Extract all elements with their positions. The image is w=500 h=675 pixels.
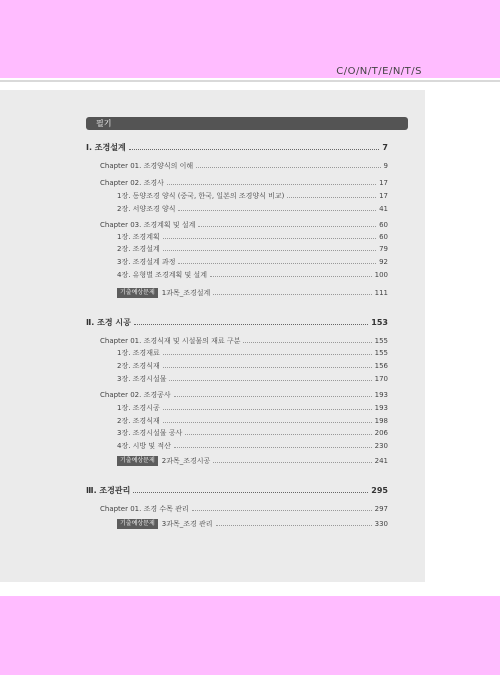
- toc-entry[interactable]: [117, 415, 388, 427]
- part-title: Ⅱ. 조경 시공: [86, 318, 131, 327]
- leader-dots: [169, 379, 371, 381]
- entry-page: 198: [374, 417, 388, 425]
- entry-label: 1장. 조경재료: [117, 349, 160, 357]
- entry-page: 9: [383, 162, 388, 170]
- bottom-color-band: [0, 596, 500, 675]
- entry-label: 2장. 조경식재: [117, 362, 160, 370]
- toc-entry[interactable]: [117, 269, 388, 281]
- leader-dots: [129, 148, 380, 150]
- entry-page: 17: [379, 179, 388, 187]
- part-page: 295: [371, 486, 388, 495]
- toc-entry[interactable]: [117, 373, 388, 385]
- entry-label: 1과목_조경설계: [161, 289, 211, 297]
- leader-dots: [174, 395, 372, 397]
- entry-label: 3장. 조경시설물 공사: [117, 429, 183, 437]
- part-title: Ⅰ. 조경설계: [86, 143, 126, 152]
- leader-dots: [163, 249, 376, 251]
- entry-page: 230: [374, 442, 388, 450]
- entry-label: Chapter 02. 조경사: [100, 179, 164, 187]
- entry-page: 156: [374, 362, 388, 370]
- toc-part-2[interactable]: [86, 317, 388, 329]
- entry-label: Chapter 03. 조경계획 및 설계: [100, 221, 196, 229]
- entry-label: 4장. 시방 및 적산: [117, 442, 171, 450]
- leader-dots: [192, 509, 372, 511]
- entry-page: 206: [374, 429, 388, 437]
- leader-dots: [210, 275, 372, 277]
- entry-page: 17: [379, 192, 388, 200]
- section-bar: 필기: [86, 117, 408, 130]
- entry-label: 1장. 조경시공: [117, 404, 160, 412]
- leader-dots: [287, 196, 376, 198]
- entry-page: 241: [374, 457, 388, 465]
- toc-entry[interactable]: [117, 190, 388, 202]
- top-color-band: [0, 0, 500, 78]
- entry-page: 111: [374, 289, 388, 297]
- entry-label: Chapter 02. 조경공사: [100, 391, 171, 399]
- toc-part-1[interactable]: [86, 142, 388, 154]
- entry-page: 170: [374, 375, 388, 383]
- toc-exam-entry[interactable]: [117, 455, 388, 467]
- toc-entry[interactable]: [100, 335, 388, 347]
- part-page: 153: [371, 318, 388, 327]
- toc-entry[interactable]: [117, 231, 388, 243]
- entry-label: 3장. 조경시설물: [117, 375, 167, 383]
- entry-page: 92: [379, 258, 388, 266]
- header-divider: [0, 80, 500, 82]
- entry-label: 2장. 서양조경 양식: [117, 205, 176, 213]
- leader-dots: [198, 225, 376, 227]
- entry-label: 2장. 조경식재: [117, 417, 160, 425]
- entry-label: 3장. 조경설계 과정: [117, 258, 176, 266]
- toc-entry[interactable]: [117, 427, 388, 439]
- contents-title: C/O/N/T/E/N/T/S: [336, 66, 422, 77]
- exam-badge: 기출예상문제: [117, 456, 158, 466]
- entry-label: Chapter 01. 조경 수목 관리: [100, 505, 189, 513]
- leader-dots: [163, 237, 376, 239]
- leader-dots: [163, 366, 372, 368]
- exam-badge: 기출예상문제: [117, 288, 158, 298]
- entry-label: 4장. 유형별 조경계획 및 설계: [117, 271, 207, 279]
- exam-badge: 기출예상문제: [117, 519, 158, 529]
- entry-label: 1장. 조경계획: [117, 233, 160, 241]
- entry-page: 155: [374, 349, 388, 357]
- leader-dots: [133, 491, 368, 493]
- toc-entry[interactable]: [117, 440, 388, 452]
- entry-label: 1장. 동양조경 양식 (중국, 한국, 일본의 조경양식 비교): [117, 192, 285, 200]
- toc-entry[interactable]: [117, 360, 388, 372]
- toc-entry[interactable]: [100, 389, 388, 401]
- entry-label: Chapter 01. 조경양식의 이해: [100, 162, 194, 170]
- entry-page: 41: [379, 205, 388, 213]
- toc-entry[interactable]: [100, 219, 388, 231]
- entry-page: 60: [379, 233, 388, 241]
- leader-dots: [213, 293, 371, 295]
- entry-label: 2과목_조경시공: [161, 457, 211, 465]
- part-page: 7: [382, 143, 388, 152]
- leader-dots: [167, 183, 376, 185]
- toc-entry[interactable]: [117, 256, 388, 268]
- entry-label: 3과목_조경 관리: [161, 520, 213, 528]
- leader-dots: [163, 408, 372, 410]
- leader-dots: [178, 262, 376, 264]
- leader-dots: [243, 341, 371, 343]
- toc-entry[interactable]: [117, 347, 388, 359]
- leader-dots: [213, 461, 371, 463]
- leader-dots: [134, 323, 369, 325]
- entry-page: 193: [374, 404, 388, 412]
- leader-dots: [163, 353, 372, 355]
- toc-entry[interactable]: [117, 243, 388, 255]
- entry-page: 297: [374, 505, 388, 513]
- leader-dots: [178, 209, 376, 211]
- part-title: Ⅲ. 조경관리: [86, 486, 131, 495]
- entry-page: 330: [374, 520, 388, 528]
- toc-entry[interactable]: [117, 203, 388, 215]
- leader-dots: [185, 433, 371, 435]
- entry-page: 60: [379, 221, 388, 229]
- toc-entry[interactable]: [100, 177, 388, 189]
- entry-page: 155: [374, 337, 388, 345]
- toc-part-3[interactable]: [86, 485, 388, 497]
- leader-dots: [196, 166, 380, 168]
- leader-dots: [174, 446, 372, 448]
- entry-page: 100: [374, 271, 388, 279]
- entry-label: 2장. 조경설계: [117, 245, 160, 253]
- entry-page: 79: [379, 245, 388, 253]
- toc-entry[interactable]: [100, 160, 388, 172]
- toc-exam-entry[interactable]: [117, 287, 388, 299]
- leader-dots: [216, 524, 372, 526]
- entry-page: 193: [374, 391, 388, 399]
- toc-exam-entry[interactable]: [117, 518, 388, 530]
- entry-label: Chapter 01. 조경식재 및 시설물의 재료 구분: [100, 337, 241, 345]
- toc-entry[interactable]: [100, 503, 388, 515]
- leader-dots: [163, 421, 372, 423]
- toc-entry[interactable]: [117, 402, 388, 414]
